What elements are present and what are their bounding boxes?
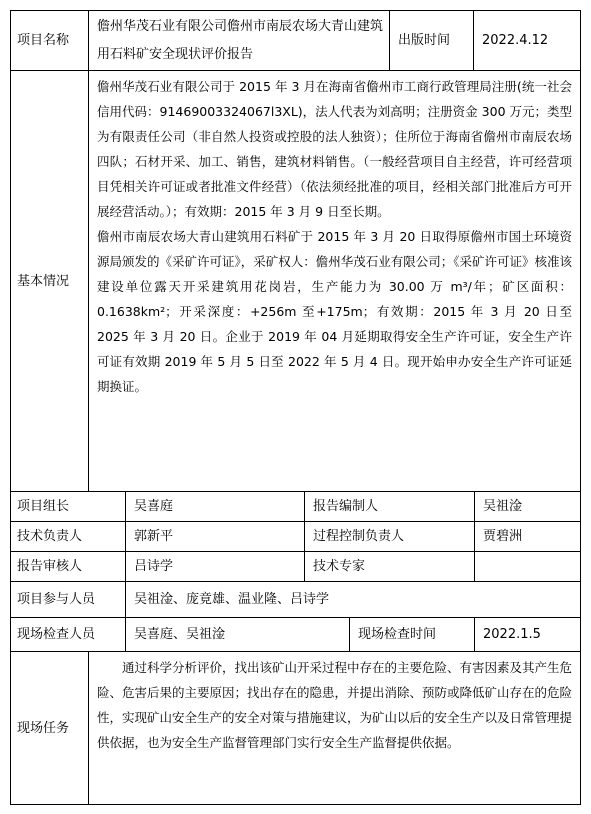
project-name-label: 项目名称 [11, 11, 89, 70]
task-label: 现场任务 [11, 652, 89, 804]
inspectors-row [10, 618, 581, 652]
task-row [10, 652, 581, 805]
tech-row [10, 522, 581, 552]
basic-info-content [89, 71, 580, 491]
task-text: 通过科学分析评价，找出该矿山开采过程中存在的主要危险、有害因素及其产生危险、危害后果的主要原因；找出存在的隐患，并提出消除、预防或降低矿山存在的危险性，实现矿山安全生产的安全对策与措施建议，为矿山以后的安全生产以及日常管理提供依据，也为安全生产监督管理部门实行安全生产监督提供依据。 [97, 660, 573, 750]
basic-info-para-company: 儋州华茂石业有限公司于 2015 年 3 月在海南省儋州市工商行政管理局注册(统一社会信用代码：91469003324067l3XL)，法人代表为刘高明；注册资金 300 万元；类型为有限责任公司（非自然人投资或控股的法人独资）；住所位于海南省儋州市南辰农场四队；石材开采、加工、销售，建筑材料销售。（一般经营项目自主经营，许可经营项目凭相关许可证或者批准文件经营）（依法须经批准的项目，经相关部门批准后方可开展经营活动。）；有效期：2015 年 3 月 9 日至长期。 [97, 79, 572, 219]
task-content [89, 652, 580, 804]
reviewer-label: 报告审核人 [11, 552, 126, 581]
author-value: 吴祖淦 [483, 499, 523, 514]
tech-lead-value: 郭新平 [126, 522, 305, 551]
tech-lead-label: 技术负责人 [11, 522, 126, 551]
publish-date-label: 出版时间 [390, 11, 474, 70]
leader-value: 吴喜庭 [126, 492, 305, 521]
members-label: 项目参与人员 [11, 582, 126, 617]
reviewer-row [10, 552, 581, 582]
leader-row [10, 492, 581, 522]
basic-info-label: 基本情况 [11, 71, 89, 491]
inspectors-label: 现场检查人员 [11, 618, 126, 651]
project-name-value: 儋州华茂石业有限公司儋州市南辰农场大青山建筑用石料矿安全现状评价报告 [89, 11, 390, 70]
reviewer-value: 吕诗学 [126, 552, 305, 581]
inspectors-value: 吴喜庭、吴祖淦 [126, 618, 350, 651]
members-row [10, 582, 581, 618]
basic-info-row [10, 71, 581, 492]
publish-date-value: 2022.4.12 [482, 33, 549, 48]
basic-info-para-mine: 儋州市南辰农场大青山建筑用石料矿于 2015 年 3 月 20 日取得原儋州市国土环境资源局颁发的《采矿许可证》，采矿权人：儋州华茂石业有限公司；《采矿许可证》核准该建设单位露天开采建筑用花岗岩，生产能力为 30.00 万 m³/年；矿区面积：0.1638km²；开采深度：+256m 至+175m；有效期：2015 年 3 月 20 日至 2025 年 3 月 20 日。企业于 2019 年 04 月延期取得安全生产许可证，安全生产许可证有效期 2019 年 5 月 5 日至 2022 年 5 月 4 日。现开始申办安全生产许可证延期换证。 [97, 229, 573, 394]
author-label: 报告编制人 [305, 492, 475, 521]
tech-expert-value [475, 552, 582, 581]
process-control-value: 贾碧洲 [483, 529, 523, 544]
inspect-date-label: 现场检查时间 [350, 618, 475, 651]
leader-label: 项目组长 [11, 492, 126, 521]
members-value: 吴祖淦、庞竟雄、温业隆、吕诗学 [134, 592, 330, 607]
process-control-label: 过程控制负责人 [305, 522, 475, 551]
tech-expert-label: 技术专家 [305, 552, 475, 581]
inspect-date-value: 2022.1.5 [483, 627, 541, 642]
project-row [10, 10, 581, 71]
